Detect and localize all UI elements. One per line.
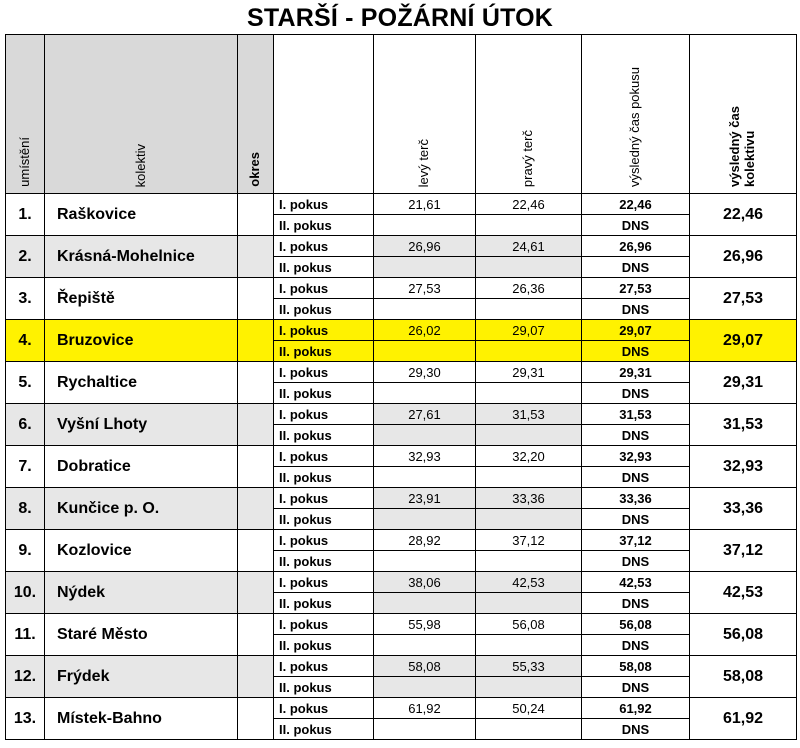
district-cell xyxy=(238,362,274,404)
right-target-cell: 26,36 xyxy=(476,278,582,299)
attempt-label: I. pokus xyxy=(274,362,374,383)
team-cell: Bruzovice xyxy=(45,320,238,362)
attempt-label: II. pokus xyxy=(274,341,374,362)
team-cell: Řepiště xyxy=(45,278,238,320)
right-target-cell xyxy=(476,425,582,446)
rank-cell: 8. xyxy=(6,488,45,530)
header-row xyxy=(6,35,797,194)
attempt-result-cell: 29,31 xyxy=(582,362,690,383)
attempt-label: II. pokus xyxy=(274,299,374,320)
attempt-result-cell: DNS xyxy=(582,635,690,656)
left-target-cell: 27,53 xyxy=(374,278,476,299)
left-target-cell: 27,61 xyxy=(374,404,476,425)
right-target-cell xyxy=(476,593,582,614)
left-target-cell: 55,98 xyxy=(374,614,476,635)
rank-cell: 2. xyxy=(6,236,45,278)
district-cell xyxy=(238,530,274,572)
attempt-label: I. pokus xyxy=(274,278,374,299)
district-cell xyxy=(238,614,274,656)
left-target-cell: 61,92 xyxy=(374,698,476,719)
table-row xyxy=(6,698,797,719)
attempt-label: II. pokus xyxy=(274,257,374,278)
left-target-cell xyxy=(374,257,476,278)
team-result-cell: 29,07 xyxy=(690,320,797,362)
attempt-result-cell: 42,53 xyxy=(582,572,690,593)
attempt-label: II. pokus xyxy=(274,677,374,698)
attempt-result-cell: DNS xyxy=(582,215,690,236)
team-cell: Staré Město xyxy=(45,614,238,656)
attempt-result-cell: DNS xyxy=(582,509,690,530)
attempt-result-cell: DNS xyxy=(582,467,690,488)
right-target-cell xyxy=(476,635,582,656)
district-cell xyxy=(238,698,274,740)
attempt-label: II. pokus xyxy=(274,215,374,236)
team-result-cell: 42,53 xyxy=(690,572,797,614)
team-result-cell: 27,53 xyxy=(690,278,797,320)
right-target-cell: 29,31 xyxy=(476,362,582,383)
table-row xyxy=(6,530,797,551)
attempt-result-cell: 61,92 xyxy=(582,698,690,719)
team-result-cell: 22,46 xyxy=(690,194,797,236)
table-row xyxy=(6,656,797,677)
attempt-result-cell: 31,53 xyxy=(582,404,690,425)
table-row xyxy=(6,194,797,215)
district-cell xyxy=(238,278,274,320)
district-cell xyxy=(238,320,274,362)
attempt-result-cell: 56,08 xyxy=(582,614,690,635)
right-target-cell: 33,36 xyxy=(476,488,582,509)
team-result-cell: 26,96 xyxy=(690,236,797,278)
team-cell: Dobratice xyxy=(45,446,238,488)
attempt-result-cell: DNS xyxy=(582,677,690,698)
attempt-label: I. pokus xyxy=(274,572,374,593)
right-target-cell: 22,46 xyxy=(476,194,582,215)
left-target-cell: 29,30 xyxy=(374,362,476,383)
attempt-label: I. pokus xyxy=(274,614,374,635)
right-target-cell xyxy=(476,215,582,236)
table-row xyxy=(6,320,797,341)
column-header-attempt xyxy=(274,35,374,194)
attempt-result-cell: 29,07 xyxy=(582,320,690,341)
left-target-cell xyxy=(374,677,476,698)
rank-cell: 1. xyxy=(6,194,45,236)
right-target-cell: 29,07 xyxy=(476,320,582,341)
column-header-left-target: levý terč xyxy=(374,35,476,194)
table-row xyxy=(6,488,797,509)
attempt-label: II. pokus xyxy=(274,425,374,446)
district-cell xyxy=(238,656,274,698)
team-result-cell: 32,93 xyxy=(690,446,797,488)
rank-cell: 10. xyxy=(6,572,45,614)
team-cell: Nýdek xyxy=(45,572,238,614)
left-target-cell: 21,61 xyxy=(374,194,476,215)
rank-cell: 3. xyxy=(6,278,45,320)
column-header-rank: umístění xyxy=(6,35,45,194)
district-cell xyxy=(238,446,274,488)
left-target-cell xyxy=(374,467,476,488)
attempt-label: II. pokus xyxy=(274,719,374,740)
page-title: STARŠÍ - POŽÁRNÍ ÚTOK xyxy=(246,4,554,32)
column-header-district: okres xyxy=(238,35,274,194)
team-cell: Místek-Bahno xyxy=(45,698,238,740)
right-target-cell xyxy=(476,677,582,698)
column-header-team-result: výsledný čas kolektivu xyxy=(690,35,797,194)
left-target-cell: 26,02 xyxy=(374,320,476,341)
right-target-cell: 24,61 xyxy=(476,236,582,257)
attempt-label: II. pokus xyxy=(274,551,374,572)
table-row xyxy=(6,278,797,299)
left-target-cell xyxy=(374,299,476,320)
team-result-cell: 29,31 xyxy=(690,362,797,404)
attempt-label: II. pokus xyxy=(274,635,374,656)
district-cell xyxy=(238,404,274,446)
right-target-cell: 32,20 xyxy=(476,446,582,467)
team-cell: Rychaltice xyxy=(45,362,238,404)
attempt-result-cell: 32,93 xyxy=(582,446,690,467)
right-target-cell: 50,24 xyxy=(476,698,582,719)
left-target-cell: 26,96 xyxy=(374,236,476,257)
attempt-result-cell: DNS xyxy=(582,425,690,446)
rank-cell: 6. xyxy=(6,404,45,446)
attempt-result-cell: 22,46 xyxy=(582,194,690,215)
column-header-right-target: pravý terč xyxy=(476,35,582,194)
left-target-cell xyxy=(374,341,476,362)
table-row xyxy=(6,614,797,635)
district-cell xyxy=(238,488,274,530)
rank-cell: 11. xyxy=(6,614,45,656)
rank-cell: 4. xyxy=(6,320,45,362)
team-cell: Frýdek xyxy=(45,656,238,698)
rank-cell: 7. xyxy=(6,446,45,488)
attempt-result-cell: DNS xyxy=(582,719,690,740)
attempt-label: II. pokus xyxy=(274,593,374,614)
attempt-result-cell: DNS xyxy=(582,383,690,404)
right-target-cell xyxy=(476,383,582,404)
district-cell xyxy=(238,194,274,236)
column-header-attempt-result: výsledný čas pokusu xyxy=(582,35,690,194)
attempt-label: II. pokus xyxy=(274,383,374,404)
attempt-result-cell: DNS xyxy=(582,299,690,320)
left-target-cell xyxy=(374,635,476,656)
district-cell xyxy=(238,572,274,614)
left-target-cell xyxy=(374,215,476,236)
right-target-cell xyxy=(476,257,582,278)
left-target-cell xyxy=(374,425,476,446)
team-result-cell: 33,36 xyxy=(690,488,797,530)
right-target-cell: 37,12 xyxy=(476,530,582,551)
right-target-cell: 31,53 xyxy=(476,404,582,425)
team-result-cell: 56,08 xyxy=(690,614,797,656)
team-cell: Kunčice p. O. xyxy=(45,488,238,530)
right-target-cell xyxy=(476,719,582,740)
left-target-cell xyxy=(374,719,476,740)
rank-cell: 5. xyxy=(6,362,45,404)
rank-cell: 12. xyxy=(6,656,45,698)
left-target-cell xyxy=(374,509,476,530)
right-target-cell xyxy=(476,299,582,320)
attempt-result-cell: DNS xyxy=(582,341,690,362)
left-target-cell: 58,08 xyxy=(374,656,476,677)
attempt-result-cell: DNS xyxy=(582,593,690,614)
attempt-label: II. pokus xyxy=(274,509,374,530)
team-result-cell: 58,08 xyxy=(690,656,797,698)
attempt-label: I. pokus xyxy=(274,698,374,719)
table-row xyxy=(6,236,797,257)
right-target-cell xyxy=(476,551,582,572)
attempt-label: I. pokus xyxy=(274,320,374,341)
right-target-cell xyxy=(476,467,582,488)
table-row xyxy=(6,362,797,383)
attempt-label: I. pokus xyxy=(274,236,374,257)
right-target-cell: 55,33 xyxy=(476,656,582,677)
attempt-label: I. pokus xyxy=(274,488,374,509)
rank-cell: 13. xyxy=(6,698,45,740)
attempt-label: I. pokus xyxy=(274,194,374,215)
team-cell: Kozlovice xyxy=(45,530,238,572)
attempt-result-cell: 27,53 xyxy=(582,278,690,299)
team-cell: Krásná-Mohelnice xyxy=(45,236,238,278)
table-row xyxy=(6,446,797,467)
attempt-result-cell: DNS xyxy=(582,551,690,572)
left-target-cell: 23,91 xyxy=(374,488,476,509)
attempt-result-cell: DNS xyxy=(582,257,690,278)
table-row xyxy=(6,572,797,593)
attempt-result-cell: 26,96 xyxy=(582,236,690,257)
attempt-result-cell: 37,12 xyxy=(582,530,690,551)
column-header-team: kolektiv xyxy=(45,35,238,194)
left-target-cell xyxy=(374,593,476,614)
district-cell xyxy=(238,236,274,278)
attempt-label: I. pokus xyxy=(274,530,374,551)
team-result-cell: 31,53 xyxy=(690,404,797,446)
results-table xyxy=(5,34,797,740)
team-result-cell: 37,12 xyxy=(690,530,797,572)
left-target-cell: 32,93 xyxy=(374,446,476,467)
right-target-cell xyxy=(476,341,582,362)
rank-cell: 9. xyxy=(6,530,45,572)
attempt-result-cell: 58,08 xyxy=(582,656,690,677)
team-cell: Vyšní Lhoty xyxy=(45,404,238,446)
attempt-result-cell: 33,36 xyxy=(582,488,690,509)
attempt-label: II. pokus xyxy=(274,467,374,488)
team-cell: Raškovice xyxy=(45,194,238,236)
team-result-cell: 61,92 xyxy=(690,698,797,740)
table-row xyxy=(6,404,797,425)
left-target-cell: 38,06 xyxy=(374,572,476,593)
attempt-label: I. pokus xyxy=(274,446,374,467)
attempt-label: I. pokus xyxy=(274,656,374,677)
right-target-cell: 56,08 xyxy=(476,614,582,635)
attempt-label: I. pokus xyxy=(274,404,374,425)
left-target-cell xyxy=(374,383,476,404)
left-target-cell: 28,92 xyxy=(374,530,476,551)
left-target-cell xyxy=(374,551,476,572)
right-target-cell xyxy=(476,509,582,530)
right-target-cell: 42,53 xyxy=(476,572,582,593)
